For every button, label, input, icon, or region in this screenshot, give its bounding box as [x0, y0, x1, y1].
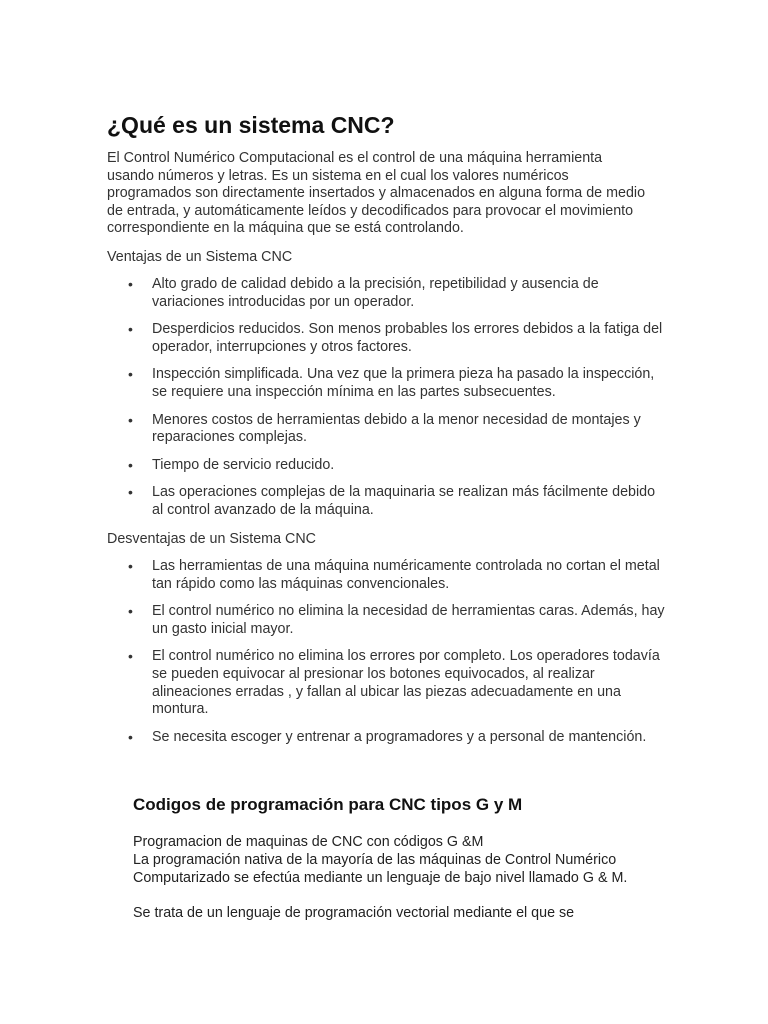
list-item-text: Tiempo de servicio reducido.: [152, 456, 335, 473]
list-item-text: Las herramientas de una máquina numéricamente controlada no cortan el metal tan rápido como las máquinas convencionales.: [152, 558, 660, 592]
ventajas-list: [107, 276, 667, 530]
bullet-icon: •: [128, 411, 133, 428]
bullet-icon: •: [128, 484, 133, 501]
gm-line-1: Programacion de maquinas de CNC con códigos G &M: [133, 834, 484, 850]
bullet-icon: •: [128, 648, 133, 665]
list-item: [107, 558, 667, 593]
ventajas-label: Ventajas de un Sistema CNC: [107, 249, 293, 265]
bullet-icon: •: [128, 321, 133, 338]
bullet-icon: •: [128, 603, 133, 620]
list-item: [107, 457, 667, 475]
list-item-text: Las operaciones complejas de la maquinaria se realizan más fácilmente debido al control avanzado de la máquina.: [152, 484, 656, 518]
bullet-icon: •: [128, 728, 133, 745]
list-item-text: El control numérico no elimina la necesidad de herramientas caras. Además, hay un gasto inicial mayor.: [152, 603, 665, 637]
list-item-text: Alto grado de calidad debido a la precisión, repetibilidad y ausencia de variaciones introducidas por un operador.: [152, 276, 599, 310]
bullet-icon: •: [128, 366, 133, 383]
list-item: [107, 648, 667, 718]
list-item: [107, 366, 667, 401]
list-item: [107, 412, 667, 447]
gm-line-2: La programación nativa de la mayoría de las máquinas de Control Numérico Computarizado se efectúa mediante un lenguaje de bajo nivel llamado G & M.: [133, 852, 628, 886]
gm-line-3: Se trata de un lenguaje de programación vectorial mediante el que se: [133, 905, 575, 921]
desventajas-label: Desventajas de un Sistema CNC: [107, 531, 316, 547]
list-item: [107, 729, 667, 747]
list-item-text: Se necesita escoger y entrenar a programadores y a personal de mantención.: [152, 728, 647, 745]
bullet-icon: •: [128, 456, 133, 473]
list-item-text: Desperdicios reducidos. Son menos probables los errores debidos a la fatiga del operador, interrupciones y otros factores.: [152, 321, 663, 355]
list-item-text: Inspección simplificada. Una vez que la primera pieza ha pasado la inspección, se requiere una inspección mínima en las partes subsecuentes.: [152, 366, 655, 400]
section-heading: Codigos de programación para CNC tipos G y M: [133, 795, 523, 814]
list-item: [107, 484, 667, 519]
list-item-text: Menores costos de herramientas debido a la menor necesidad de montajes y reparaciones complejas.: [152, 411, 641, 446]
bullet-icon: •: [128, 558, 133, 574]
bullet-icon: •: [128, 276, 133, 292]
desventajas-list: [107, 558, 667, 756]
intro-paragraph: El Control Numérico Computacional es el control de una máquina herramienta usando números y letras. Es un sistema en el cual los valores numéricos programados son directamente insertados y almacenados en alguna forma de medio de entrada, y automáticamente leídos y decodificados para provocar el movimiento correspondiente en la máquina que se está controlando.: [107, 150, 646, 237]
list-item: [107, 603, 667, 638]
page-title: ¿Qué es un sistema CNC?: [107, 112, 395, 138]
list-item: [107, 321, 667, 356]
list-item-text: El control numérico no elimina los errores por completo. Los operadores todavía se pueden equivocar al presionar los botones equivocados, al realizar alineaciones erradas , y fallan al ubicar las piezas adecuadamente en una montura.: [152, 648, 660, 718]
list-item: [107, 276, 667, 311]
